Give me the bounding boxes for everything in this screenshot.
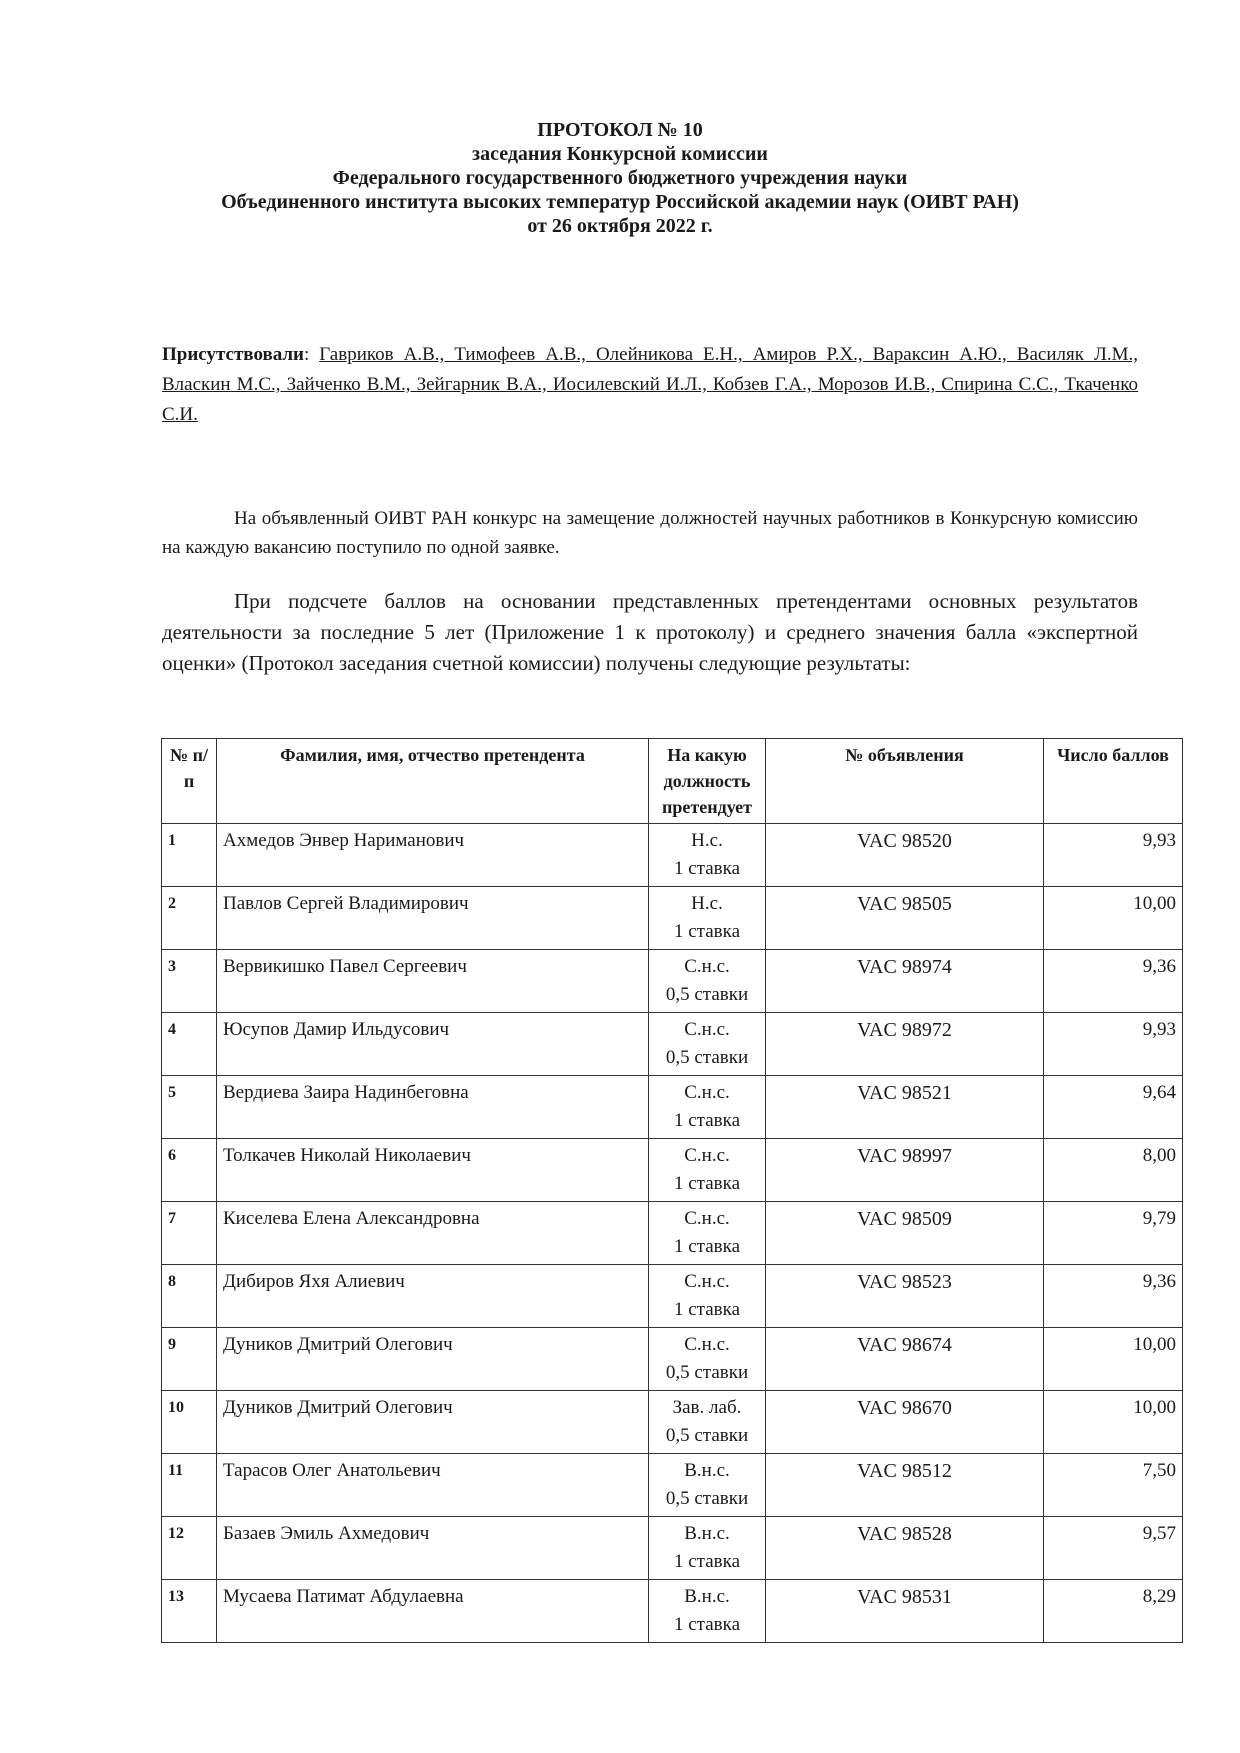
position-rate: 1 ставка [674,1614,740,1635]
position-title: С.н.с. [684,1082,730,1103]
attendees-block: Присутствовали: Гавриков А.В., Тимофеев А.В., Олейникова Е.Н., Амиров Р.Х., Вараксин А.Ю., Василяк Л.М., Власкин М.С., Зайченко В.М., Зейгарник В.А., Иосилевский И.Л., Кобзев Г.А., Морозов И.В., Спирина С.С., Ткаченко С.И. [162,344,1138,425]
table-row [162,1454,1183,1517]
position-rate: 1 ставка [674,1110,740,1131]
table-row [162,824,1183,887]
protocol-header [0,118,1240,238]
vacancy-number: VAC 98528 [766,1517,1044,1580]
row-number: 12 [162,1517,217,1580]
row-number: 8 [162,1265,217,1328]
position-title: С.н.с. [684,956,730,977]
header-vacancy: № объявления [766,739,1044,824]
header-num: № п/п [162,739,217,824]
table-row [162,1517,1183,1580]
row-number: 6 [162,1139,217,1202]
score-value: 9,57 [1044,1517,1183,1580]
candidate-name: Базаев Эмиль Ахмедович [217,1517,649,1580]
score-value: 9,93 [1044,824,1183,887]
candidate-name: Юсупов Дамир Ильдусович [217,1013,649,1076]
table-row [162,1139,1183,1202]
vacancy-number: VAC 98674 [766,1328,1044,1391]
position-rate: 0,5 ставки [665,1362,749,1383]
table-row [162,1391,1183,1454]
vacancy-number: VAC 98512 [766,1454,1044,1517]
results-table [161,738,1183,1643]
position-cell [649,1454,766,1517]
score-value: 9,93 [1044,1013,1183,1076]
position-rate: 1 ставка [674,921,740,942]
table-row [162,1580,1183,1643]
position-rate: 1 ставка [674,1299,740,1320]
table-row [162,887,1183,950]
vacancy-number: VAC 98974 [766,950,1044,1013]
position-rate: 0,5 ставки [665,1047,749,1068]
candidate-name: Мусаева Патимат Абдулаевна [217,1580,649,1643]
position-title: С.н.с. [684,1334,730,1355]
score-value: 10,00 [1044,887,1183,950]
table-row [162,950,1183,1013]
score-value: 10,00 [1044,1391,1183,1454]
candidate-name: Вервикишко Павел Сергеевич [217,950,649,1013]
vacancy-number: VAC 98670 [766,1391,1044,1454]
meeting-subtitle: заседания Конкурсной комиссии [472,143,768,165]
row-number: 3 [162,950,217,1013]
position-title: С.н.с. [684,1208,730,1229]
position-cell [649,1391,766,1454]
vacancy-number: VAC 98505 [766,887,1044,950]
position-title: Зав. лаб. [672,1397,742,1418]
position-cell [649,1013,766,1076]
header-name: Фамилия, имя, отчество претендента [217,739,649,824]
row-number: 10 [162,1391,217,1454]
candidate-name: Вердиева Заира Надинбеговна [217,1076,649,1139]
position-cell [649,1517,766,1580]
results-paragraph: При подсчете баллов на основании представленных претендентами основных результатов деятельности за последние 5 лет (Приложение 1 к протоколу) и среднего значения балла «экспертной оценки» (Протокол заседания счетной комиссии) получены следующие результаты: [162,589,1138,675]
institution-line-2: Объединенного института высоких температур Российской академии наук (ОИВТ РАН) [221,191,1019,213]
vacancy-number: VAC 98997 [766,1139,1044,1202]
table-header-row [162,739,1183,824]
row-number: 13 [162,1580,217,1643]
candidate-name: Павлов Сергей Владимирович [217,887,649,950]
position-title: В.н.с. [684,1460,730,1481]
table-row [162,1265,1183,1328]
position-title: В.н.с. [684,1586,730,1607]
vacancy-number: VAC 98509 [766,1202,1044,1265]
position-title: Н.с. [691,830,723,851]
position-cell [649,1265,766,1328]
row-number: 7 [162,1202,217,1265]
score-value: 8,00 [1044,1139,1183,1202]
intro-paragraph: На объявленный ОИВТ РАН конкурс на замещение должностей научных работников в Конкурсную комиссию на каждую вакансию поступило по одной заявке. [162,508,1138,558]
candidate-name: Толкачев Николай Николаевич [217,1139,649,1202]
score-value: 8,29 [1044,1580,1183,1643]
position-cell [649,1076,766,1139]
vacancy-number: VAC 98520 [766,824,1044,887]
position-rate: 1 ставка [674,1173,740,1194]
position-rate: 0,5 ставки [665,1425,749,1446]
table-row [162,1202,1183,1265]
score-value: 9,36 [1044,1265,1183,1328]
position-title: С.н.с. [684,1019,730,1040]
position-title: Н.с. [691,893,723,914]
candidate-name: Дуников Дмитрий Олегович [217,1328,649,1391]
position-cell [649,950,766,1013]
vacancy-number: VAC 98521 [766,1076,1044,1139]
attendees-names: Гавриков А.В., Тимофеев А.В., Олейникова Е.Н., Амиров Р.Х., Вараксин А.Ю., Василяк Л.М., Власкин М.С., Зайченко В.М., Зейгарник В.А., Иосилевский И.Л., Кобзев Г.А., Морозов И.В., Спирина С.С., Ткаченко С.И. [162,344,1138,425]
candidate-name: Ахмедов Энвер Нариманович [217,824,649,887]
position-cell [649,1202,766,1265]
header-score: Число баллов [1044,739,1183,824]
score-value: 9,79 [1044,1202,1183,1265]
table-row [162,1013,1183,1076]
attendees-label: Присутствовали [162,344,304,365]
protocol-date: от 26 октября 2022 г. [527,215,713,237]
position-rate: 1 ставка [674,1551,740,1572]
score-value: 9,36 [1044,950,1183,1013]
protocol-title: ПРОТОКОЛ № 10 [537,119,703,141]
table-row [162,1076,1183,1139]
candidate-name: Дибиров Яхя Алиевич [217,1265,649,1328]
header-position: На какую должность претендует [649,739,766,824]
row-number: 9 [162,1328,217,1391]
position-cell [649,1328,766,1391]
vacancy-number: VAC 98523 [766,1265,1044,1328]
candidate-name: Киселева Елена Александровна [217,1202,649,1265]
vacancy-number: VAC 98531 [766,1580,1044,1643]
table-row [162,1328,1183,1391]
position-cell [649,824,766,887]
institution-line-1: Федерального государственного бюджетного учреждения науки [332,167,908,189]
score-value: 7,50 [1044,1454,1183,1517]
position-title: С.н.с. [684,1271,730,1292]
row-number: 2 [162,887,217,950]
position-title: С.н.с. [684,1145,730,1166]
row-number: 4 [162,1013,217,1076]
row-number: 11 [162,1454,217,1517]
row-number: 5 [162,1076,217,1139]
row-number: 1 [162,824,217,887]
position-rate: 0,5 ставки [665,984,749,1005]
score-value: 10,00 [1044,1328,1183,1391]
position-rate: 1 ставка [674,1236,740,1257]
position-title: В.н.с. [684,1523,730,1544]
position-rate: 1 ставка [674,858,740,879]
position-cell [649,1580,766,1643]
position-rate: 0,5 ставки [665,1488,749,1509]
score-value: 9,64 [1044,1076,1183,1139]
vacancy-number: VAC 98972 [766,1013,1044,1076]
position-cell [649,1139,766,1202]
position-cell [649,887,766,950]
candidate-name: Дуников Дмитрий Олегович [217,1391,649,1454]
candidate-name: Тарасов Олег Анатольевич [217,1454,649,1517]
